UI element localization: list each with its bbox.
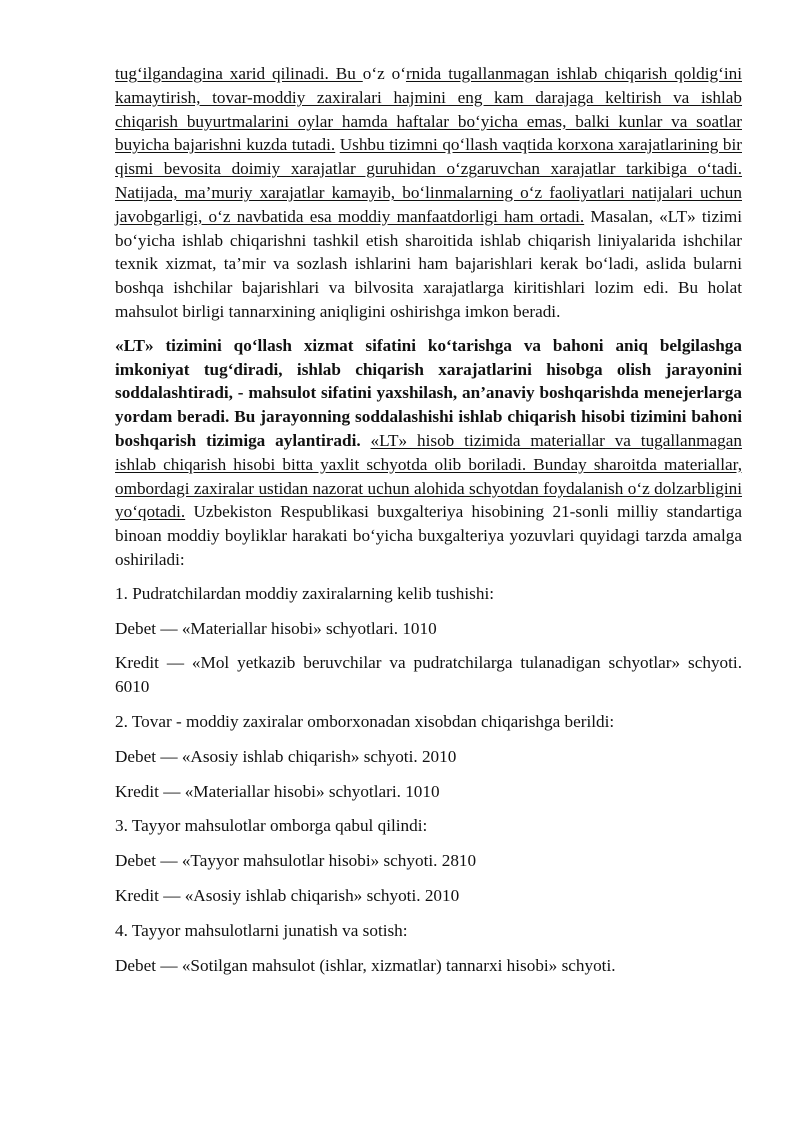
- entry-debet-1: Debet — «Materiallar hisobi» schyotlari. 1010: [115, 618, 437, 638]
- entry-kredit-3: Kredit — «Asosiy ishlab chiqarish» schyoti. 2010: [115, 885, 460, 905]
- entry-debet-3: Debet — «Tayyor mahsulotlar hisobi» schyoti. 2810: [115, 851, 477, 871]
- entry-heading-1: 1. Pudratchilardan moddiy zaxiralarning kelib tushishi:: [115, 583, 494, 603]
- entry-heading-2: 2. Tovar - moddiy zaxiralar omborxonadan xisobdan chiqarishga berildi:: [115, 711, 615, 731]
- underlined-text: rnida tugallanmagan ishlab chiqarish qoldig‘ini kamaytirish, tovar-moddiy zaxiralari hajmini eng kam darajaga keltirish va ishlab chiqarish buyurtmalarini oylar hamda haftalar bo‘yicha emas, balki kunlar va soatlar buyicha bajarishni kuzda tutadi.: [115, 64, 742, 155]
- plain-text: Masalan, «LT» tizimi bo‘yicha ishlab chiqarishni tashkil etish sharoitida ishlab chiqarish liniyalarida ishchilar texnik xizmat, ta’mir va sozlash ishlarini ham bajarishlari kerak bo‘ladi, aslida bularni boshqa ishchilar bajarishlari va bilvosita xarajatlarga kiritishlari lozim edi. Bu holat mahsulot birligi tannarxining aniqligini oshirishga imkon beradi.: [115, 206, 742, 321]
- entry-kredit-2: Kredit — «Materiallar hisobi» schyotlari. 1010: [115, 781, 440, 801]
- underlined-text: Ushbu tizimni qo‘llash vaqtida korxona xarajatlarining bir qismi bevosita doimiy xarajatlar guruhidan o‘zgaruvchan xarajatlar tarkibiga o‘tadi.: [115, 135, 742, 179]
- entry-debet-2: Debet — «Asosiy ishlab chiqarish» schyoti. 2010: [115, 746, 457, 766]
- entry-heading-4: 4. Tayyor mahsulotlarni junatish va sotish:: [115, 920, 408, 940]
- plain-text: o‘z o‘: [362, 64, 406, 83]
- underlined-text: tug‘ilgandagina xarid qilinadi. Bu: [115, 64, 363, 83]
- entry-debet-4: Debet — «Sotilgan mahsulot (ishlar, xizmatlar) tannarxi hisobi» schyoti.: [115, 955, 616, 975]
- underlined-text: «LT» hisob tizimida materiallar va tugallanmagan ishlab chiqarish hisobi bitta yaxlit schyotda olib boriladi. Bunday sharoitda materiallar, ombordagi zaxiralar ustidan nazorat uchun alohida schyotdan foydalanish o‘z dolzarbligini yo‘qotadi.: [115, 430, 742, 522]
- paragraph-lt-system-description: [115, 62, 742, 324]
- underlined-text: Natijada, ma’muriy xarajatlar kamayib, bo‘linmalarning o‘z faoliyatlari natijalari uchun javobgarligi, o‘z navbatida esa moddiy manfaatdorligi ham ortadi.: [115, 182, 742, 226]
- plain-text: Uzbekiston Respublikasi buxgalteriya hisobining 21-sonli milliy standartiga binoan moddiy boyliklar harakati bo‘yicha buxgalteriya yozuvlari quyidagi tarzda amalga oshiriladi:: [115, 502, 742, 569]
- document-page: [115, 62, 742, 988]
- entry-heading-3: 3. Tayyor mahsulotlar omborga qabul qilindi:: [115, 816, 428, 836]
- entry-kredit-1: Kredit — «Mol yetkazib beruvchilar va pudratchilarga tulanadigan schyotlar» schyoti. 6010: [115, 653, 742, 697]
- paragraph-lt-benefits: [115, 334, 742, 572]
- bold-text: «LT» tizimini qo‘llash xizmat sifatini ko‘tarishga va bahoni aniq belgilashga imkoniyat tug‘diradi, ishlab chiqarish xarajatlarini hisobga olish jarayonini soddalashtiradi, - mahsulot sifatini yaxshilash, an’anaviy boshqarishda menejerlarga yordam beradi. Bu jarayonning soddalashishi ishlab chiqarish hisobi tizimini bahoni boshqarish tizimiga aylantiradi.: [115, 335, 742, 450]
- plain-text: [361, 431, 371, 450]
